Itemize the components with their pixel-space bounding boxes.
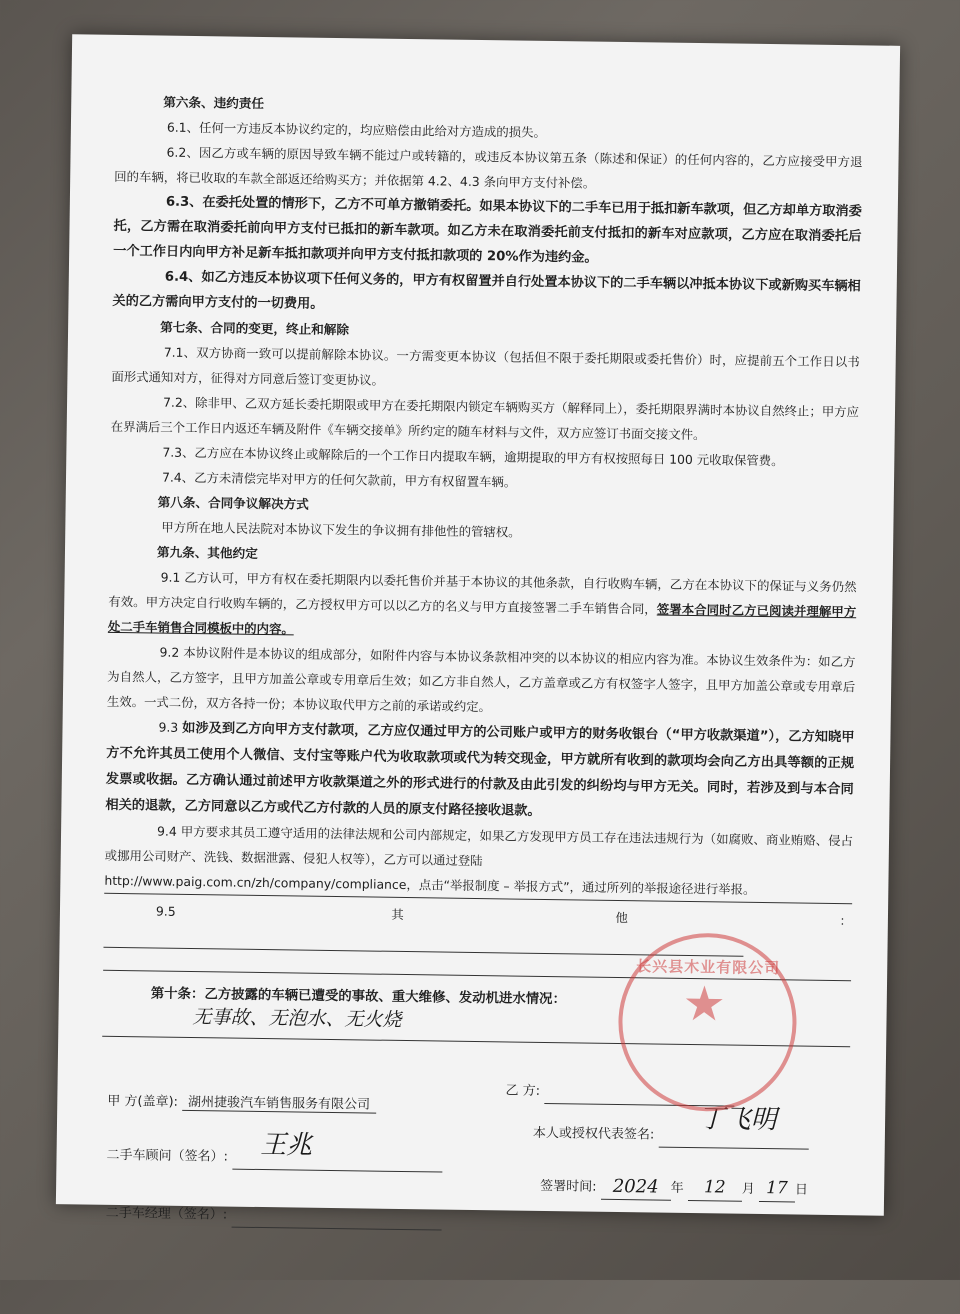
clause-9-3: [105, 714, 854, 828]
advisor-blank: [232, 1130, 442, 1173]
date-label: 签署时间:: [540, 1178, 597, 1195]
year-unit: 年: [670, 1180, 684, 1196]
rep-row: [532, 1104, 809, 1150]
clause-8-1: 甲方所在地人民法院对本协议下发生的争议拥有排他性的管辖权。: [161, 519, 521, 540]
clause-9-3-num: 9.3: [158, 719, 183, 735]
clause-9-4-tail: “举报制度 – 举报方式”，通过所列的举报途径进行举报。: [443, 877, 756, 897]
party-a-label: 甲 方(盖章):: [107, 1093, 179, 1110]
date-day: 17: [759, 1176, 795, 1203]
rep-blank: [658, 1104, 808, 1150]
clause-7-2: 7.2、除非甲、乙双方延长委托期限或甲方在委托期限内锁定车辆购买方（解释同上），委托期限界满时本协议自然终止；甲方应在界满后三个工作日内返还车辆及附件《车辆交接单》所约定的随车材料与文件，双方应签订书面交接文件。: [110, 394, 860, 443]
clause-9-2: 9.2 本协议附件是本协议的组成部分，如附件内容与本协议条款相冲突的以本协议的相应内容为准。本协议生效条件为：如乙方为自然人，乙方签字，且甲方加盖公章或专用章后生效；如乙方非自然人，乙方盖章或乙方有权签字人签字，且甲方加盖公章或专用章后生效。一式二份，双方各持一份；本协议取代甲方之前的承诺或约定。: [106, 644, 856, 715]
advisor-row: [106, 1130, 442, 1173]
advisor-label: 二手车顾问（签名）:: [106, 1147, 229, 1165]
month-unit: 月: [741, 1181, 755, 1197]
rep-label: 本人或授权代表签名:: [532, 1125, 655, 1143]
contract-page: [56, 34, 900, 1223]
compliance-url[interactable]: http://www.paig.com.cn/zh/company/compliance，点击: [104, 872, 444, 893]
clause-6-4: 6.4、如乙方违反本协议项下任何义务的，甲方有权留置并自行处置本协议下的二手车辆以冲抵本协议下或新购买车辆相关的乙方需向甲方支付的一切费用。: [112, 269, 861, 312]
day-unit: 日: [794, 1182, 809, 1198]
clause-9-1-bold: 签署本合同时乙方已阅读并理解甲方处二手车销售合同模板中的内容。: [107, 601, 857, 637]
party-a-name: 湖州捷骏汽车销售服务有限公司: [182, 1095, 376, 1114]
clause-6-3: 6.3、在委托处置的情形下，乙方不可单方撤销委托。如果本协议下的二手车已用于抵扣新车款项，但乙方却单方取消委托，乙方需在取消委托前向甲方支付已抵扣的新车款项。如乙方未在取消委托前支付抵扣的新车对应款项，乙方应在取消委托后一个工作日内向甲方补足新车抵扣款项并向甲方支付抵扣款项的 20%作为违约金。: [113, 194, 862, 266]
clause-7-1: 7.1、双方协商一致可以提前解除本协议。一方需变更本协议（包括但不限于委托期限或委托售价）时，应提前五个工作日以书面形式通知对方，征得对方同意后签订变更协议。: [111, 344, 860, 388]
clause-7-4: 7.4、乙方未清偿完毕对甲方的任何欠款前，甲方有权留置车辆。: [161, 469, 517, 490]
seal-star-icon: ★: [682, 975, 727, 1033]
article-6-title: 第六条、违约责任: [163, 94, 265, 111]
article-7-title: 第七条、合同的变更，终止和解除: [160, 319, 350, 338]
clause-9-5-label: 9.5 其他：: [155, 903, 853, 929]
clause-6-2: 6.2、因乙方或车辆的原因导致车辆不能过户或转籍的，或违反本协议第五条（陈述和保证）的任何内容的，乙方应接受甲方退回的车辆，将已收取的车款全部返还给购买方；并依据第 4.2、4.3 条向甲方支付补偿。: [114, 144, 863, 191]
clause-9-4-text: 9.4 甲方要求其员工遵守适用的法律法规和公司内部规定，如果乙方发现甲方员工存在违法违规行为（如腐败、商业贿赂、侵占或挪用公司财产、洗钱、数据泄露、侵犯人权等），乙方可以通过登陆: [104, 823, 854, 869]
article-10-title: 第十条：乙方披露的车辆已遭受的事故、重大维修、发动机进水情况：: [150, 986, 566, 1008]
date-row: [540, 1173, 808, 1203]
date-month: 12: [688, 1175, 742, 1202]
clause-9-1: [108, 564, 857, 649]
manager-label: 二手车经理（签名）:: [105, 1205, 228, 1223]
clause-9-1-text: 9.1 乙方认可，甲方有权在委托期限内以委托售价并基于本协议的其他条款，自行收购车辆，乙方在本协议下的保证与义务仍然有效。甲方决定自行收购车辆的，乙方授权甲方可以以乙方的名义与甲方直接签署二手车销售合同，: [108, 569, 857, 617]
manager-row: [106, 1201, 442, 1231]
article-8-title: 第八条、合同争议解决方式: [157, 494, 309, 512]
manager-blank: [231, 1227, 441, 1231]
date-year: 2024: [601, 1174, 671, 1201]
clause-9-3-bold: 如涉及到乙方向甲方支付款项，乙方应仅通过甲方的公司账户或甲方的财务收银台（“甲方收款渠道”），乙方知晓甲方不允许其员工使用个人微信、支付宝等账户代为收取款项或代为转交现金，甲方就所有收到的款项均会向乙方出具等额的正规发票或收据。乙方确认通过前述甲方收款渠道之外的形式进行的付款及由此引发的纠纷均与甲方无关。同时，若涉及到与本合同相关的退款，乙方同意以乙方或代乙方付款的人员的原支付路径接收退款。: [105, 720, 855, 819]
rep-signature: 丁飞明: [698, 1104, 777, 1136]
clause-7-3: 7.3、乙方应在本协议终止或解除后的一个工作日内提取车辆，逾期提取的甲方有权按照每日 100 元收取保管费。: [162, 444, 784, 469]
advisor-signature: 王兆: [260, 1130, 313, 1161]
party-a-row: [107, 1089, 376, 1118]
article-9-title: 第九条、其他约定: [156, 544, 258, 561]
clause-6-1: 6.1、任何一方违反本协议约定的，均应赔偿由此给对方造成的损失。: [166, 119, 547, 140]
party-b-label: 乙 方:: [505, 1083, 541, 1099]
article-10-handwritten: 无事故、无泡水、无火烧: [192, 1006, 402, 1031]
seal-text: 长兴县木业有限公司: [636, 957, 781, 978]
